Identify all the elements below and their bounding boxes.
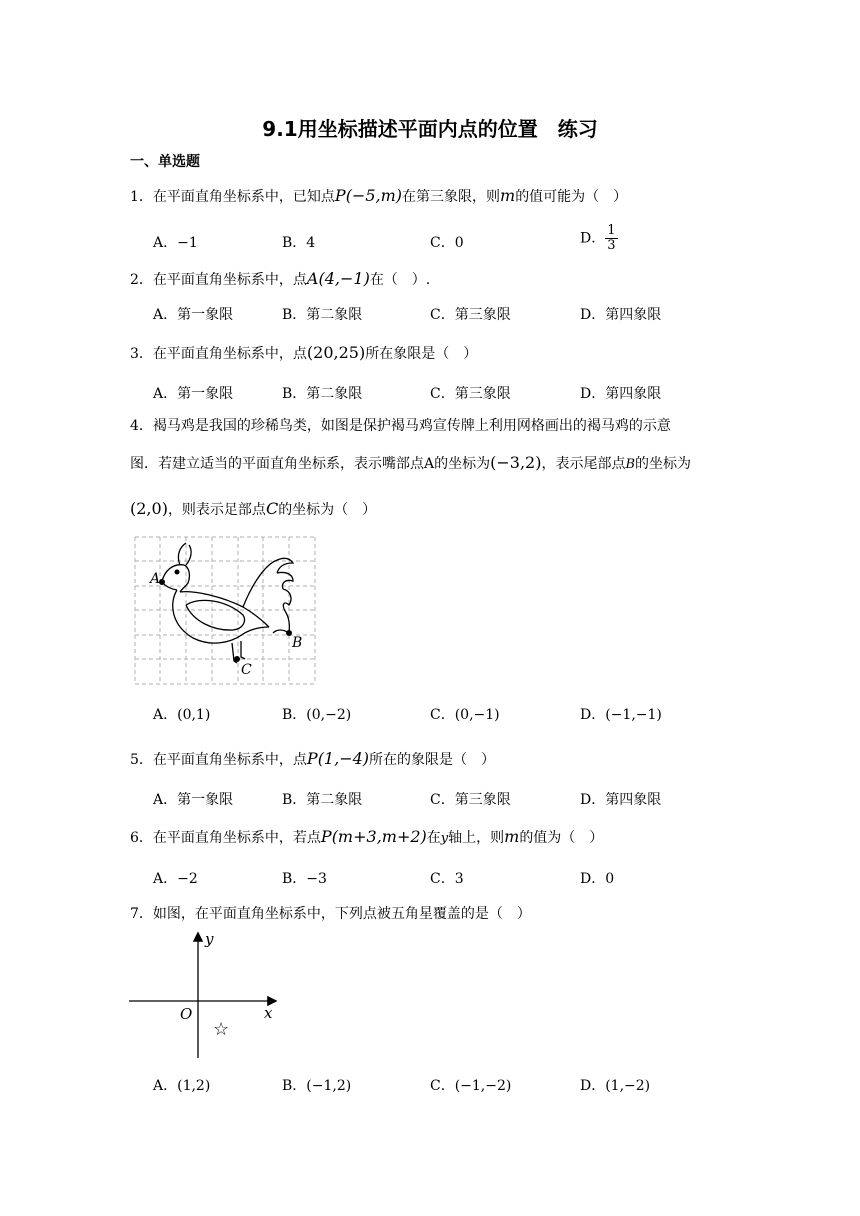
point-c-dot (234, 656, 240, 662)
q5-option-d[interactable]: D．第四象限 (580, 792, 662, 808)
q1-option-c[interactable]: C．0 (430, 235, 464, 251)
q4-text-3b: 的坐标为（ ） (278, 502, 377, 518)
q2-option-a[interactable]: A．第一象限 (153, 307, 234, 323)
q2-text-post: 在（ ）. (369, 272, 431, 288)
q6-var: m (504, 827, 520, 846)
q4-text-2c: 的坐标为 (635, 456, 692, 472)
q4-option-b[interactable]: B．(0,−2) (282, 707, 352, 723)
q3-option-b[interactable]: B．第二象限 (282, 386, 363, 402)
label-c: C (241, 662, 252, 678)
bird-eye (175, 570, 180, 575)
q6-option-d[interactable]: D．0 (580, 871, 615, 887)
q3-option-c[interactable]: C．第三象限 (430, 386, 511, 402)
q6-option-b[interactable]: B．−3 (282, 871, 327, 887)
q1-fraction-den: 3 (607, 238, 616, 253)
q4-var-c: C (265, 499, 279, 518)
q6-axis: y (440, 831, 449, 846)
q1-point: P(−5,m) (334, 186, 403, 205)
question-1 (130, 186, 627, 206)
q6-text-mid: 在 (426, 830, 441, 846)
coordinate-figure (125, 928, 285, 1062)
q1-option-b[interactable]: B．4 (282, 235, 316, 251)
label-b: B (292, 635, 303, 651)
origin-label: O (180, 1005, 193, 1023)
q7-option-d[interactable]: D．(1,−2) (580, 1078, 651, 1094)
question-3 (130, 343, 477, 363)
q3-text-pre: 3．在平面直角坐标系中，点 (130, 346, 307, 362)
q4-option-a[interactable]: A．(0,1) (153, 707, 211, 723)
q6-text-mid2: 轴上，则 (448, 830, 505, 846)
q5-option-c[interactable]: C．第三象限 (430, 792, 511, 808)
q5-point: P(1,−4) (306, 749, 370, 768)
question-2 (130, 269, 430, 289)
q5-option-b[interactable]: B．第二象限 (282, 792, 363, 808)
q1-option-d-label: D． (580, 230, 606, 247)
q3-point: (20,25) (306, 343, 366, 362)
q3-option-a[interactable]: A．第一象限 (153, 386, 234, 402)
q5-option-a[interactable]: A．第一象限 (153, 792, 234, 808)
q6-option-c[interactable]: C．3 (430, 871, 464, 887)
q7-option-a[interactable]: A．(1,2) (153, 1078, 211, 1094)
question-4-line-1: 4．褐马鸡是我国的珍稀鸟类，如图是保护褐马鸡宣传牌上利用网格画出的褐马鸡的示意 (130, 418, 671, 434)
page-title: 9.1用坐标描述平面内点的位置 练习 (262, 117, 598, 141)
q4-option-c[interactable]: C．(0,−1) (430, 707, 500, 723)
y-axis-label: y (205, 930, 214, 948)
q6-text-pre: 6．在平面直角坐标系中，若点 (130, 830, 321, 846)
q1-var: m (500, 186, 516, 205)
q3-option-d[interactable]: D．第四象限 (580, 386, 662, 402)
star-icon: ☆ (213, 1019, 230, 1040)
q3-text-post: 所在象限是（ ） (365, 346, 478, 362)
question-4-line-2 (130, 453, 691, 473)
q1-option-d[interactable] (580, 224, 618, 253)
q4-option-d[interactable]: D．(−1,−1) (580, 707, 662, 723)
x-axis-label: x (264, 1004, 273, 1022)
q1-option-a[interactable]: A．−1 (153, 235, 198, 251)
q6-point: P(m+3,m+2) (320, 827, 427, 846)
q5-text-pre: 5．在平面直角坐标系中，点 (130, 752, 307, 768)
question-6 (130, 827, 603, 847)
q2-option-c[interactable]: C．第三象限 (430, 307, 511, 323)
bird-grid-figure (133, 535, 318, 687)
q4-point-b: (2,0) (130, 499, 168, 518)
q4-text-3: ，则表示足部点 (167, 502, 266, 518)
q7-option-b[interactable]: B．(−1,2) (282, 1078, 352, 1094)
q5-text-post: 所在的象限是（ ） (369, 752, 496, 768)
q4-var-b: B (625, 457, 636, 472)
q2-text-pre: 2．在平面直角坐标系中，点 (130, 272, 307, 288)
q1-text-mid: 在第三象限，则 (402, 189, 501, 205)
q2-point: A(4,−1) (306, 269, 370, 288)
q4-text-2b: ，表示尾部点 (541, 456, 626, 472)
label-a: A (150, 571, 161, 587)
q2-option-d[interactable]: D．第四象限 (580, 307, 662, 323)
section-heading: 一、单选题 (130, 154, 200, 170)
q1-text-pre: 1．在平面直角坐标系中，已知点 (130, 189, 335, 205)
q4-point-a: (−3,2) (490, 453, 542, 472)
q1-text-post: 的值可能为（ ） (515, 189, 628, 205)
q2-option-b[interactable]: B．第二象限 (282, 307, 363, 323)
q6-text-post: 的值为（ ） (519, 830, 604, 846)
q7-option-c[interactable]: C．(−1,−2) (430, 1078, 512, 1094)
q6-option-a[interactable]: A．−2 (153, 871, 198, 887)
question-4-line-3 (130, 499, 376, 519)
question-7: 7．如图，在平面直角坐标系中，下列点被五角星覆盖的是（ ） (130, 906, 531, 922)
q1-fraction-num: 1 (607, 223, 616, 238)
q4-text-2a: 图．若建立适当的平面直角坐标系，表示嘴部点A的坐标为 (130, 456, 491, 472)
q1-fraction (605, 224, 617, 253)
question-5 (130, 749, 495, 769)
